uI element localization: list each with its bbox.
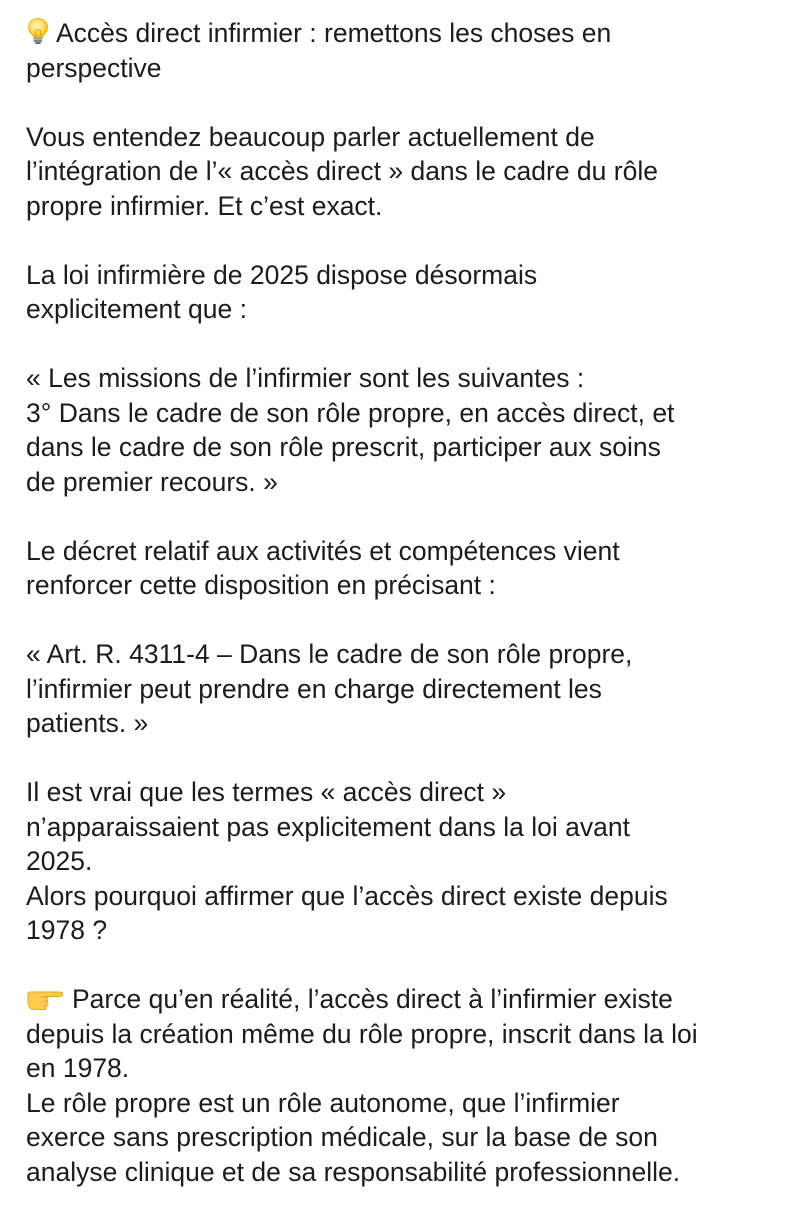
text-line: « Art. R. 4311-4 – Dans le cadre de son rôle propre,	[26, 639, 633, 669]
paragraph-decree	[26, 534, 786, 603]
text-line: « Les missions de l’infirmier sont les suivantes :	[26, 363, 585, 393]
pointing-hand-icon	[26, 985, 64, 1011]
text-line: dans le cadre de son rôle prescrit, participer aux soins	[26, 432, 661, 462]
title-line: perspective	[26, 52, 162, 83]
quote-decree-article	[26, 637, 786, 741]
post-title	[26, 16, 786, 85]
quote-law-missions	[26, 361, 786, 499]
text-line: 1978 ?	[26, 915, 108, 945]
text-line: Vous entendez beaucoup parler actuellement de	[26, 121, 595, 152]
text-line: l’intégration de l’« accès direct » dans le cadre du rôle	[26, 156, 658, 186]
text-line: 3° Dans le cadre de son rôle propre, en accès direct, et	[26, 397, 675, 428]
title-line: Accès direct infirmier : remettons les choses en	[26, 16, 786, 51]
text-line: Le rôle propre est un rôle autonome, que l’infirmier	[26, 1087, 620, 1118]
text-line: patients. »	[26, 708, 149, 738]
text-line: renforcer cette disposition en précisant :	[26, 570, 496, 600]
lightbulb-icon	[26, 17, 50, 45]
paragraph-intro	[26, 120, 786, 224]
text-line: l’infirmier peut prendre en charge directement les	[26, 673, 602, 704]
paragraph-question	[26, 775, 786, 948]
text-line: Alors pourquoi affirmer que l’accès direct existe depuis	[26, 880, 668, 911]
paragraph-law-2025	[26, 258, 786, 327]
post-body	[26, 16, 786, 1224]
text-line: depuis la création même du rôle propre, inscrit dans la loi	[26, 1018, 698, 1049]
text-line: exerce sans prescription médicale, sur la base de son	[26, 1122, 658, 1152]
text-line: en 1978.	[26, 1053, 130, 1083]
text-line: explicitement que :	[26, 294, 247, 324]
paragraph-answer	[26, 982, 786, 1189]
text-line: de premier recours. »	[26, 466, 278, 497]
text-line: 2025.	[26, 846, 93, 876]
text-line: propre infirmier. Et c’est exact.	[26, 190, 383, 221]
text-line: Le décret relatif aux activités et compétences vient	[26, 535, 620, 566]
text-line: Il est vrai que les termes « accès direct »	[26, 777, 507, 807]
text-line: analyse clinique et de sa responsabilité professionnelle.	[26, 1156, 681, 1187]
text-line: Parce qu’en réalité, l’accès direct à l’infirmier existe	[26, 982, 786, 1017]
text-line: La loi infirmière de 2025 dispose désormais	[26, 259, 538, 290]
text-line: n’apparaissaient pas explicitement dans la loi avant	[26, 811, 630, 842]
